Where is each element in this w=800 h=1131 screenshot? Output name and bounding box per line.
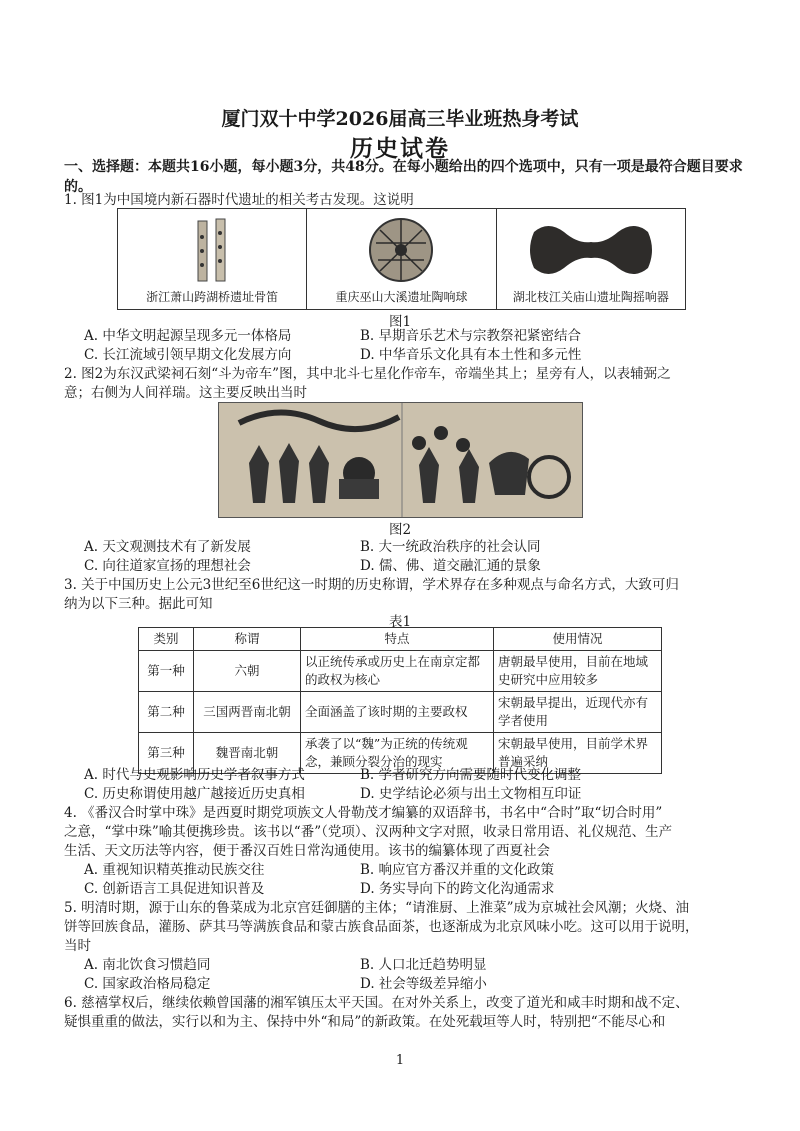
table-header: 使用情况 [494, 628, 662, 651]
q3-stem-line2: 纳为以下三种。据此可知 [64, 596, 213, 612]
q5-option-c[interactable]: C. 国家政治格局稳定 [84, 976, 211, 992]
q2-stone-relief-image [218, 402, 583, 518]
q1-figure-caption: 图1 [388, 314, 412, 330]
table-header: 称谓 [194, 628, 301, 651]
q3-table-caption: 表1 [388, 614, 412, 630]
pottery-ball-image [307, 215, 495, 285]
q1-option-c[interactable]: C. 长江流域引领早期文化发展方向 [84, 347, 292, 363]
table-cell: 魏晋南北朝 [194, 733, 301, 774]
figure-pottery-ball [307, 209, 496, 309]
table-cell: 三国两晋南北朝 [194, 692, 301, 733]
q6-stem-line2: 疑惧重重的做法，实行以和为主、保持中外“和局”的新政策。在处死载垣等人时，特别把“不能尽心和 [64, 1014, 666, 1030]
table-cell: 第一种 [139, 651, 194, 692]
section-instruction: 一、选择题：本题共16小题，每小题3分，共48分。在每小题给出的四个选项中，只有一项是最符合题目要求的。 [64, 159, 743, 195]
bone-flute-image [118, 215, 306, 285]
q3-option-a[interactable]: A. 时代与史观影响历史学者叙事方式 [84, 767, 305, 783]
q2-option-b[interactable]: B. 大一统政治秩序的社会认同 [360, 539, 541, 555]
q5-stem-line1: 5. 明清时期，源于山东的鲁菜成为北京宫廷御膳的主体；“请淮厨、上淮菜”成为京城社会风潮；火烧、油 [64, 900, 689, 916]
q5-stem-line2: 饼等回族食品，灌肠、萨其马等满族食品和蒙古族食品面茶，也逐渐成为北京风味小吃。这可以用于说明， [64, 919, 699, 935]
page-number: 1 [395, 1053, 405, 1068]
subject-title: 历史试卷 [350, 135, 450, 162]
q1-option-d[interactable]: D. 中华音乐文化具有本土性和多元性 [360, 347, 582, 363]
table-cell: 以正统传承或历史上在南京定都的政权为核心 [301, 651, 494, 692]
table-cell: 第二种 [139, 692, 194, 733]
q2-option-d[interactable]: D. 儒、佛、道交融汇通的景象 [360, 558, 541, 574]
q3-option-c[interactable]: C. 历史称谓使用越广越接近历史真相 [84, 786, 305, 802]
exam-title: 厦门双十中学2026届高三毕业班热身考试 [221, 108, 579, 130]
pottery-rattle-image [497, 215, 685, 285]
q4-option-a[interactable]: A. 重视知识精英推动民族交往 [84, 862, 265, 878]
figure-item-label: 浙江萧山跨湖桥遗址骨笛 [146, 290, 279, 304]
q4-stem-line2: 之意，“掌中珠”喻其便携珍贵。该书以“番”（党项）、汉两种文字对照，收录日常用语、礼仪规范、生产 [64, 824, 673, 840]
table-row [139, 692, 662, 733]
q5-stem-line3: 当时 [64, 938, 91, 954]
table-cell: 宋朝最早提出，近现代亦有学者使用 [494, 692, 662, 733]
figure-pottery-rattle [497, 209, 685, 309]
q5-option-b[interactable]: B. 人口北迁趋势明显 [360, 957, 487, 973]
figure-item-label: 重庆巫山大溪遗址陶响球 [335, 290, 468, 304]
q1-option-a[interactable]: A. 中华文明起源呈现多元一体格局 [84, 328, 292, 344]
table-header: 类别 [139, 628, 194, 651]
q1-option-b[interactable]: B. 早期音乐艺术与宗教祭祀紧密结合 [360, 328, 582, 344]
q4-stem-line1: 4. 《番汉合时掌中珠》是西夏时期党项族文人骨勒茂才编纂的双语辞书，书名中“合时”取“切合时用” [64, 805, 663, 821]
figure-item-label: 湖北枝江关庙山遗址陶摇响器 [512, 290, 669, 304]
table-cell: 承袭了以“魏”为正统的传统观念，兼顾分裂分治的现实 [301, 733, 494, 774]
q6-stem-line1: 6. 慈禧掌权后，继续依赖曾国藩的湘军镇压太平天国。在对外关系上，改变了道光和咸丰时期和战不定、 [64, 995, 689, 1011]
q3-stem-line1: 3. 关于中国历史上公元3世纪至6世纪这一时期的历史称谓，学术界存在多种观点与命名方式，大致可归 [64, 577, 679, 593]
table-header-row [139, 628, 662, 651]
q1-figure [117, 208, 686, 310]
table-cell: 第三种 [139, 733, 194, 774]
table-header: 特点 [301, 628, 494, 651]
table-cell: 全面涵盖了该时期的主要政权 [301, 692, 494, 733]
q4-stem-line3: 生活、天文历法等内容，便于番汉百姓日常沟通使用。该书的编纂体现了西夏社会 [64, 843, 550, 859]
q4-option-d[interactable]: D. 务实导向下的跨文化沟通需求 [360, 881, 555, 897]
q3-option-b[interactable]: B. 学者研究方向需要随时代变化调整 [360, 767, 582, 783]
table-cell: 六朝 [194, 651, 301, 692]
q2-stem-line2: 意；右侧为人间祥瑞。这主要反映出当时 [64, 385, 307, 401]
q2-figure-caption: 图2 [388, 522, 412, 538]
q2-option-c[interactable]: C. 向往道家宣扬的理想社会 [84, 558, 251, 574]
q5-option-d[interactable]: D. 社会等级差异缩小 [360, 976, 487, 992]
q5-option-a[interactable]: A. 南北饮食习惯趋同 [84, 957, 211, 973]
q3-option-d[interactable]: D. 史学结论必须与出土文物相互印证 [360, 786, 582, 802]
q4-option-c[interactable]: C. 创新语言工具促进知识普及 [84, 881, 265, 897]
figure-bone-flute [118, 209, 307, 309]
q2-stem-line1: 2. 图2为东汉武梁祠石刻“斗为帝车”图，其中北斗七星化作帝车，帝端坐其上；星旁有人，以表辅弼之 [64, 366, 671, 382]
table-cell: 宋朝最早使用，目前学术界普遍采纳 [494, 733, 662, 774]
q4-option-b[interactable]: B. 响应官方番汉并重的文化政策 [360, 862, 555, 878]
table-cell: 唐朝最早使用，目前在地域史研究中应用较多 [494, 651, 662, 692]
q2-option-a[interactable]: A. 天文观测技术有了新发展 [84, 539, 251, 555]
q3-table [138, 627, 662, 774]
table-row [139, 651, 662, 692]
q1-stem: 1. 图1为中国境内新石器时代遗址的相关考古发现。这说明 [64, 192, 414, 208]
